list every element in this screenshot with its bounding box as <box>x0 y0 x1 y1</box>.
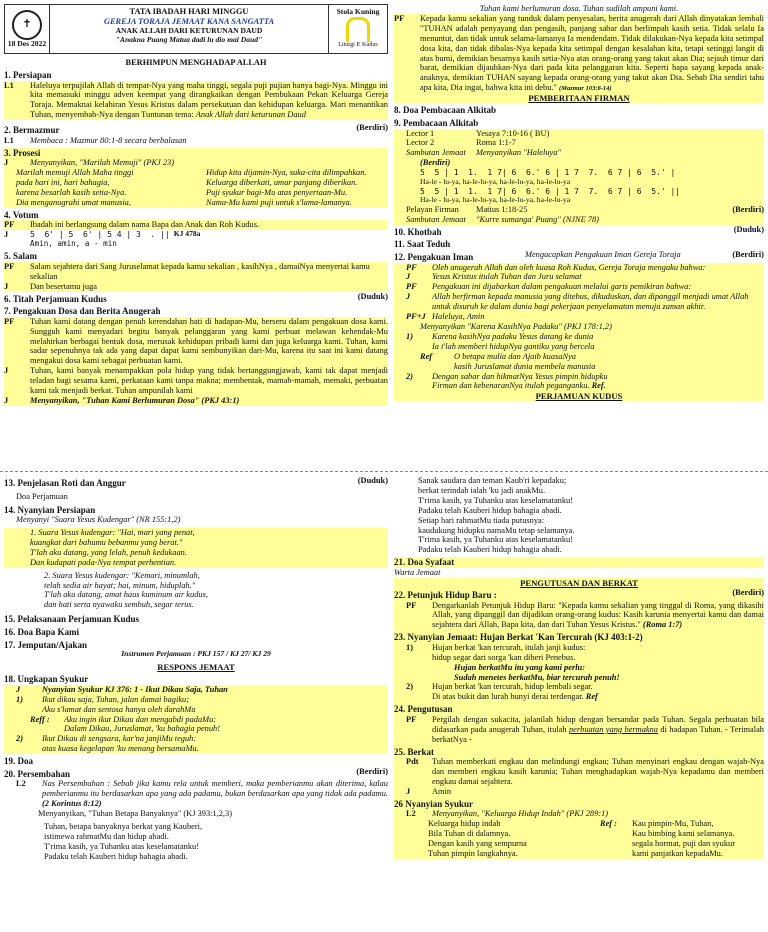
lyric-line: Kau bimbing kami selamanya. <box>632 829 735 839</box>
item-14-title: 14. Nyanyian Persiapan <box>4 504 96 515</box>
role-label: L1 <box>4 135 14 145</box>
lyric-line: Hujan berkat 'kan tercurah, hidup lembali segar. <box>432 682 593 692</box>
lyric-line: Tuhan, betapa banyaknya berkat yang Kauberi, <box>44 822 203 831</box>
posture-label: (Berdiri) <box>420 158 451 168</box>
fold-divider <box>0 471 768 472</box>
lyric-line: T'rima kasih, ya Tuhanku atas keselamatanku! <box>418 495 574 505</box>
new-life-text: Dengarkanlah Petunjuk Hidup Baru: "Kepada kamu sekalian yang tinggal di Roma, yang dikasihi Allah, yang dipanggil dan dijadikan orang-orang kudus: Kasih karunia menyertai kamu dan damai sejahtera dari Allah, Bapa kita, dan dari Tuhan Yesus Kristus." <box>432 600 764 630</box>
role-label: PF <box>406 600 417 610</box>
role-label: J <box>406 786 411 796</box>
item-24-title: 24. Pengutusan <box>394 704 453 715</box>
sending-block <box>394 578 764 859</box>
song-title: Menyanyikan, "Tuhan Betapa Banyaknya" (KJ 393:1,2,3) <box>38 809 233 819</box>
item-17-title: 17. Jemputan/Ajakan <box>4 639 88 650</box>
confession-response: Tuhan, kami banyak menampakkan pola hidup yang tidak bertanggungjawab, kami tak dapat menjadi teladan bagi sesama kami, perkataan kami tanpa makna; membentak, mamah-mamah, memaki, perbuatan kami tak menjadi berkat. Tuhan ampunilah kami <box>30 366 388 396</box>
stola-box <box>328 5 387 53</box>
lyric-line: Ha-le - lu-ya, ha-le-lu-ya, ha-le-lu-ya, ha-le-lu-ya <box>420 176 571 186</box>
role-label: Pelayan Firman <box>406 204 459 214</box>
lyric-line: kami panjatkan kepadaMu. <box>632 849 723 859</box>
lyric-line: Dengan sabar dan hikmatNya Yesus pimpin hidupku <box>432 371 608 381</box>
role-label: J <box>406 272 411 282</box>
lyric-line: kaudukung hidupku namaMu tetap selamanya. <box>418 525 575 535</box>
lyric-line: kasih Juruslamat dunia membela manusia <box>454 361 596 371</box>
lyric-line: Ha-le - lu-ya, ha-le-lu-ya, ha-le-lu-ya, ha-le-lu-ya <box>420 194 571 204</box>
scripture-ref: (2 Korintus 8:12) <box>42 799 102 809</box>
item-4-title: 4. Votum <box>4 209 39 220</box>
song-title: Menyanyi "Suara Yesus Kudengar" (NR 155:1,2) <box>16 515 181 525</box>
hymn-ref: KJ 478a <box>173 229 201 239</box>
item-7-body <box>4 317 388 406</box>
song-title: Menyanyikan "Karena KasihNya Padaku" (PKJ 178:1,2) <box>420 322 612 331</box>
item-19-title: 19. Doa <box>4 756 33 767</box>
lyric-line: Padaku telah Kauberi hidup bahagia abadi. <box>418 545 562 555</box>
lyric-line: pada hari ini, hari bahagia, <box>16 178 110 188</box>
creed-subtitle: Mengucapkan Pengakuan Iman Gereja Toraja <box>524 249 681 259</box>
verse-number: 2) <box>406 371 413 381</box>
lyric-line: Sanak saudara dan teman Kaub'ri kepadaku; <box>418 476 567 485</box>
reading-ref: Roma 1:1-7 <box>476 138 516 148</box>
item-25-title: 25. Berkat <box>394 746 434 757</box>
lyric-line: Dia menganugrahi umat manusia, <box>16 197 131 207</box>
music-notes: 5 5 | 1 1. 1 7| 6 6.' 6 | 1 7 7. 6 7 | 6 5.' || <box>420 186 681 196</box>
lyric-line: Karena kasihNya padaku Yesus datang ke dunia <box>432 331 594 341</box>
item-8-title: 8. Doa Pembacaan Alkitab <box>394 105 497 116</box>
lyric-line: Di atas bukit dan lurah bunyi derai terdengar. <box>432 692 586 702</box>
lyric-line: segala hormat, puji dan syukur <box>632 839 736 849</box>
song-title: Menyanyikan, "Tuhan Kami Berlumuran Dosa" (PKJ 43:1) <box>30 395 240 405</box>
posture-label: (Berdiri) <box>732 587 764 597</box>
posture-label: (Berdiri) <box>356 123 388 133</box>
lyric-line: karena besarlah kasih setia-Nya. <box>16 187 127 197</box>
role-label: J <box>4 158 9 168</box>
song-title: Menyanyikan, "Keluarga Hidup Indah" (PKJ 289:1) <box>432 809 609 819</box>
creed-line: Yesus Kristus itulah Tuhan dan Juru selamat <box>432 272 582 282</box>
offering-text: Nas Persembahan : Sebab jika kamu rela untuk memberi, maka pemberianmu akan diterima, kalau pemberianmu itu berdasarkan apa yang ada padamu, bukan berdasarkan apa yang tidak ada padamu. <box>42 779 388 799</box>
sending-text-end: di hadapan Tuhan. - Terimalah berkatNya - <box>432 724 764 744</box>
lyric-line: Kau pimpin-Mu, Tuhan, <box>632 819 714 829</box>
item-15-title: 15. Pelaksanaan Perjamuan Kudus <box>4 614 140 625</box>
sending-text: Pergilah dengan sukacita, jalanilah hidup dengan bersandar pada Tuhan. Segala perbuatan bila didasarkan pada anugerah Tuhan, itulah <box>432 714 764 734</box>
lyric-line: 2. Suara Yesus kudengar: "Kemari, minumlah, <box>44 570 200 580</box>
item-21-title: 21. Doa Syafaat <box>394 557 764 568</box>
greeting-text: Salam sejahtera dari Sang Juruselamat kepada kamu sekalian , kasihNya , damaiNya menyertai kamu sekalian <box>30 261 370 281</box>
amen-response: Amin <box>432 786 452 796</box>
confession-text: Tuhan kami datang dengan penuh kerendahan hati di hadapan-Mu, berseru dalam pengakuan dosa kami. Sungguh kami menyadari begitu banyak pelanggaran yang kami perbuat melawan kehendak-Mu melahirkan berbagai bentuk dosa, merusak kehidupan pribadi kami dan juga keluarga kami. Tuhan, kami sadar sepenuhnya tak ada yang dapat dapat kami sembunyikan dari-Mu, karena itu saat ini kami datang mengakui dosa kami sebagai perbuatan kami. <box>30 316 388 366</box>
role-label: Sambutan Jemaat <box>406 148 466 158</box>
creed-line: Pengakuan ini dijabarkan dalam pengakuan melalui garis pemikiran bahwa: <box>432 282 692 292</box>
posture-label: (Berdiri) <box>732 249 764 259</box>
item-26-title: 26 Nyanyian Syukur <box>394 798 474 809</box>
scripture-ref: (Mazmur 103:8-14) <box>559 85 612 93</box>
item-12-title: 12. Pengakuan Iman <box>394 251 474 262</box>
role-label: PF <box>406 262 417 272</box>
role-label: PF <box>4 316 15 326</box>
lyric-line: Keluarga hidup indah <box>428 819 501 829</box>
lyric-line: Dalam Dikau, Juruslamat, 'ku bahagia penuh! <box>64 724 221 734</box>
verse-number: 2) <box>16 734 23 744</box>
item-1-text: Haleluya terpujilah Allah di tempat-Nya yang maha tinggi, segala puji pujian hanya bagi-Nya. Minggu ini kita memasuki minggu adven keempat yang dirangkaikan dengan Pembukaan Pekan Keluarga Gereja Toraja. Memaknai kelahiran Yesus Kristus dalam persekutuan dan kehidupan keluarga. Mari menantikan Tuhan, menyembah-Nya dengan Tuntunan tema: <box>30 80 388 120</box>
role-label: J <box>4 395 9 405</box>
top-left-column <box>4 4 388 406</box>
role-label: Lector 1 <box>406 128 435 138</box>
section-banner: PENGUTUSAN DAN BERKAT <box>520 577 638 588</box>
item-2-body <box>4 136 388 146</box>
bottom-right-column <box>394 476 764 859</box>
lyric-line: T'rima kasih, ya Tuhanku atas keselamatanku! <box>44 841 200 851</box>
reading-ref: Matius 1:18-25 <box>476 204 528 214</box>
readings-block <box>394 129 764 225</box>
song-lyrics <box>4 168 388 208</box>
church-name: GEREJA TORAJA JEMAAT KANA SANGATTA <box>103 16 275 26</box>
response-text: Dan besertamu juga <box>30 281 97 291</box>
absolution-text: Kepada kamu sekalian yang tunduk dalam penyesalan, berita anugerah dari Allah dinyatakan lembali "TUHAN adalah penyayang dan pengasih, panjang sabar dan berlimpah kasih setia. Tidak selalu Ia menuntut, dan tidak untuk selama-lamanya Ia mendendam. Tidak dilakukan-Nya kepada kita setimpal dosa kita, dan tidak dibalas-Nya kepada kita setimpal dengan kesalahan kita, tetapi setinggi langit di atas bumi, demikian besarnya kasih setia-Nya atas orang-orang yang takut akan Dia; sejauh timur dari barat, demikian dijauhkan-Nya dari pada kita pelanggaran kita. Seperti bapa sayang kepada anak-anaknya, demikian TUHAN sayang kepada orang-orang yang takut akan Dia. Sebab Dia sendiri tahu apa kita, Dia ingat, bahwa kita ini debu." <box>420 13 764 93</box>
refrain-label: Reff : <box>30 714 50 724</box>
lyric-line: dan hati serta nyawaku sembuh, segar terus. <box>44 600 194 610</box>
lyric-line: berkat terindah ialah 'ku jadi anakMu. <box>418 485 546 495</box>
role-label: J <box>406 292 411 302</box>
role-label: L2 <box>406 809 416 819</box>
lyric-line: Setiap hari rahmatMu tiada putusnya: <box>418 515 545 525</box>
verse-number: 1) <box>406 642 413 652</box>
item-5-body <box>4 262 388 292</box>
church-logo <box>5 5 50 53</box>
theme-motto: "Anakna Puang Matua dadi lu dio mai Daud" <box>115 34 263 44</box>
offering-verse <box>4 779 388 809</box>
creed-block <box>394 263 764 402</box>
lyric-line: Padaku telah Kauberi hidup bahagia abadi. <box>418 505 562 515</box>
item-9-title: 9. Pembacaan Alkitab <box>394 117 479 128</box>
thanksgiving-block <box>4 685 388 754</box>
top-right-column <box>394 4 764 401</box>
section-banner: PEMBERITAAN FIRMAN <box>528 93 630 104</box>
item-6-title: 6. Titah Perjamuan Kudus <box>4 293 107 304</box>
item-3-block <box>4 148 388 208</box>
refrain-label: Ref : <box>600 819 617 829</box>
lyric-line: atas kuasa kegelapan 'ku menang bersamaMu. <box>42 744 199 754</box>
amin-lyrics: Amin, amin, a - min <box>30 239 117 249</box>
role-label: J <box>4 281 9 291</box>
song-title: "Kurre sumanga' Puang" (NJNE 78) <box>476 214 599 224</box>
reading-ref: Yesaya 7:10-16 ( BU) <box>476 128 550 138</box>
psalm-mode: secara berbalasan <box>124 135 187 145</box>
lyric-line: kuangkat dari bahumu bebanmu yang berat." <box>30 537 183 547</box>
announcements: Warta Jemaat <box>394 567 441 577</box>
item-1-theme: Anak Allah dari keturunan Daud <box>195 110 306 120</box>
lyric-line: T'lah aku datang, yang lelah, penuh kedukaan. <box>30 547 187 557</box>
creed-line: Allah berfirman kepada manusia yang ditebus, dikuduskan, dan dipanggil menjadi umat Allah untuk disuruh ke dalam dunia bagi pekerjaan penyelamatan menuju zaman akhir. <box>432 292 749 312</box>
offering-lyrics-cont <box>394 476 764 555</box>
instrumental-note: Instrumen Perjamuan : PKJ 157 / KJ 27/ KJ 29 <box>121 649 271 659</box>
verse-number: 2) <box>406 682 413 692</box>
section-heading: BERHIMPUN MENGHADAP ALLAH <box>125 58 267 67</box>
item-16-title: 16. Doa Bapa Kami <box>4 626 80 637</box>
posture-label: (Berdiri) <box>356 766 388 776</box>
verse-2 <box>4 571 388 611</box>
stola-label: Stola Kuning <box>336 7 380 17</box>
lyric-line: O betapa mulia dan Ajaib kuasaNya <box>454 351 576 361</box>
creed-line: Haleluya, Amin <box>432 312 485 322</box>
role-label: L2 <box>16 779 26 789</box>
item-6-header <box>4 292 388 305</box>
role-label: L1 <box>4 80 14 90</box>
song-line: Tuhan kami berlumuran dosa. Tuhan sudilah ampuni kami. <box>479 4 679 13</box>
bottom-left-column <box>4 476 388 862</box>
section-banner: RESPONS JEMAAT <box>157 662 235 673</box>
psalm-reading: Membaca : Mazmur 80:1-8 <box>30 135 125 145</box>
lyric-line: Padaku telah Kauberi hidup bahagia abadi. <box>44 851 188 861</box>
header-title: TATA IBADAH HARI MINGGU <box>129 7 249 16</box>
role-label: J <box>16 684 21 694</box>
absolution-block <box>394 14 764 103</box>
lyric-line: Keluarga diberkati, umur panjang diberikan. <box>206 178 358 188</box>
lyric-line: Dan kudapati pada-Nya tempat perhentian. <box>30 557 177 567</box>
lyric-line: telah sedia air hayat; hai, minum, hiduplah." <box>44 580 196 590</box>
refrain-label: Ref <box>420 351 433 361</box>
lyric-line: 1. Suara Yesus kudengar: "Hai, mari yang penat, <box>30 528 195 538</box>
posture-label: (Duduk) <box>733 224 764 234</box>
song-title: Menyanyikan "Haleluya" <box>476 148 561 158</box>
stola-icon <box>346 17 370 42</box>
lyric-line: Ikut dikau saja, Tuhan, jalan damai bagiku; <box>42 694 190 704</box>
lyric-line: T'rima kasih, ya Tuhanku atas keselamatanku! <box>418 535 574 545</box>
verse-number: 1) <box>16 694 23 704</box>
header <box>4 4 388 54</box>
role-label: PF <box>4 220 15 230</box>
lyric-line: Dengan kasih yang sempurna <box>428 839 527 849</box>
verse-1 <box>4 528 388 568</box>
lyric-line: Puji syukur bagi-Mu atas penyertaan-Mu. <box>206 187 348 197</box>
item-1-title: 1. Persiapan <box>4 69 52 80</box>
item-7-title: 7. Pengakuan Dosa dan Berita Anugerah <box>4 306 161 317</box>
scripture-ref: (Roma 1:7) <box>642 620 683 630</box>
lyric-line: Firman dan kebenaranNya itulah peganganku. <box>432 381 592 391</box>
lyric-line: Hidup kita dijamin-Nya, suka-cita dilimpahkan. <box>206 168 367 178</box>
stola-sub: Liturgi P. Kudus <box>338 42 378 49</box>
lyric-line: Hujan berkat 'kan tercurah, itulah janji kudus: <box>432 642 586 652</box>
verse-number: 1) <box>406 331 413 341</box>
item-10-title: 10. Khotbah <box>394 226 442 237</box>
lyric-line: Aku s'lamat dan sentosa hanya oleh darahMu <box>42 704 196 714</box>
service-date: 18 Des 2022 <box>7 38 47 48</box>
item-18-title: 18. Ungkapan Syukur <box>4 674 89 685</box>
offering-lyrics <box>4 822 388 862</box>
church-emblem-icon: ✝ <box>12 10 42 40</box>
item-13-title: 13. Penjelasan Roti dan Anggur <box>4 478 126 488</box>
lyric-line: Nama-Mu kami puji untuk s'lama-lamanya. <box>206 197 352 207</box>
lyric-line: hidup segar dari sorga 'kan diberi Penebus. <box>432 652 576 662</box>
posture-label: (Duduk) <box>357 291 388 301</box>
role-label: J <box>4 230 9 240</box>
creed-line: Oleh anugerah Allah dan oleh kuasa Roh Kudus, Gereja Toraja mengaku bahwa: <box>432 262 706 272</box>
section-banner: PERJAMUAN KUDUS <box>535 391 623 402</box>
refrain-label: Ref <box>585 692 598 702</box>
sending-emphasis: perbuatan yang bermakna <box>568 724 658 734</box>
lyric-line: Tuhan pimpin langkahnya. <box>428 849 518 859</box>
item-11-title: 11. Saat Teduh <box>394 239 451 250</box>
music-notes: 5 6' | 5 6' | 5 4 | 3 . || <box>30 230 170 240</box>
song-title: Menyanyikan, "Marilah Memuji" (PKJ 23) <box>30 158 175 168</box>
role-label: PF <box>406 282 417 292</box>
lyric-line: Sudah menetes berkatMu, biar tercurah penuh! <box>454 672 620 682</box>
lyric-line: Marilah memuji Allah Maha tinggi <box>16 168 134 178</box>
lyric-line: Ia t'lah memberi hidupNya gantiku yang bercela <box>432 341 595 351</box>
role-label: PF <box>4 261 15 271</box>
theme-title: ANAK ALLAH DARI KETURUNAN DAUD <box>115 25 263 35</box>
item-3-title: 3. Prosesi <box>4 147 41 158</box>
item-23-title: 23. Nyanyian Jemaat: Hujan Berkat 'Kan Tercurah (KJ 403:1-2) <box>394 632 643 643</box>
closing-lyrics <box>394 819 764 859</box>
item-5-title: 5. Salam <box>4 251 38 262</box>
item-1-body <box>4 81 388 121</box>
role-label: J <box>4 366 9 376</box>
role-label: PF <box>406 714 417 724</box>
item-2-title: 2. Bermazmur <box>4 125 60 136</box>
item-20-title: 20. Persembahan <box>4 768 70 779</box>
posture-label: (Duduk) <box>357 476 388 485</box>
song-title: Nyanyian Syukur KJ 376: 1 - Ikut Dikau Saja, Tuhan <box>42 684 228 694</box>
lyric-line: Aku ingin ikut Dikau dan mengabdi padaMu: <box>64 714 217 724</box>
role-label: Lector 2 <box>406 138 435 148</box>
music-notes: 5 5 | 1 1. 1 7| 6 6.' 6 | 1 7 7. 6 7 | 6 5.' | <box>420 168 676 178</box>
lyric-line: Bila Tuhan di dalamnya. <box>428 829 511 839</box>
lyric-line: istimewa rahmatMu dan hidup abadi. <box>44 831 169 841</box>
role-label: PF <box>394 13 405 23</box>
role-label: Sambutan Jemaat <box>406 214 466 224</box>
votum-text: Ibadah ini berlangsung dalam nama Bapa dan Anak dan Roh Kudus. <box>30 220 260 230</box>
header-titles <box>50 5 328 53</box>
role-label: Pdt <box>406 757 419 767</box>
lyric-line: Ikut Dikau di sengsara, kar'na janjiMu teguh: <box>42 734 197 744</box>
role-label: PF+J <box>406 312 426 322</box>
lyric-line: Hujan berkatMu itu yang kami perlu: <box>454 662 585 672</box>
lyric-line: T'lah aku datang, amat haus kuminum air kudus, <box>44 590 208 600</box>
blessing-text: Tuhan memberkati engkau dan melindungi engkau; Tuhan menyinari engkau dengan wajah-Nya dan memberi engkau kasih karunia; Tuhan menghadapkan wajah-Nya kepadamu dan memberi engkau damai sejahtera. <box>432 757 764 787</box>
refrain-label: Ref. <box>591 381 606 391</box>
item-22-title: 22. Petunjuk Hidup Baru : <box>394 589 497 600</box>
item-2-header <box>4 123 388 136</box>
communion-prayer: Doa Perjamuan <box>16 491 68 501</box>
posture-label: (Berdiri) <box>732 204 764 214</box>
